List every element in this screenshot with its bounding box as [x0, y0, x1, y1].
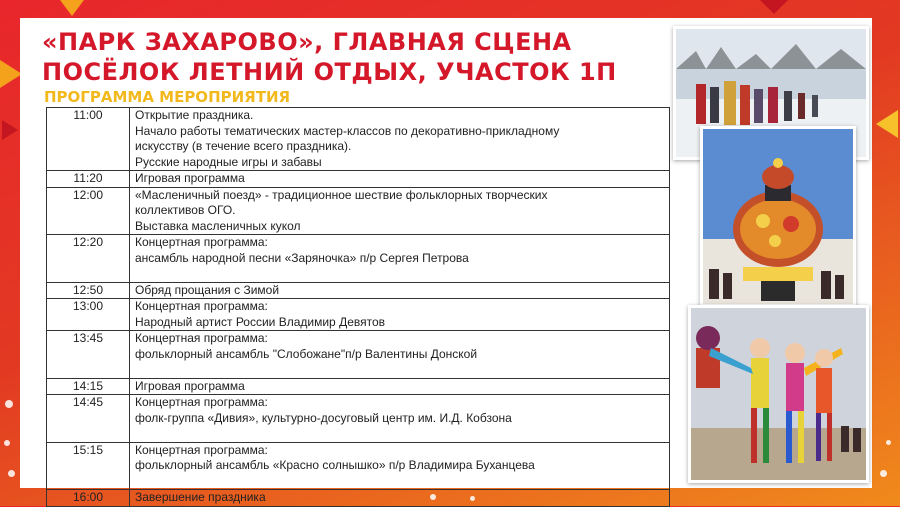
schedule-row — [47, 490, 670, 507]
schedule-row — [47, 187, 670, 235]
decor-triangle — [60, 0, 84, 16]
schedule-event-line: Открытие праздника. — [135, 108, 254, 122]
content-card — [20, 18, 872, 504]
schedule-event-line: ансамбль народной песни «Заряночка» п/р Сергея Петрова — [135, 250, 469, 265]
schedule-event-line: «Масленичный поезд» - традиционное шествие фольклорных творческих — [135, 187, 548, 202]
carnival-puppets-image — [691, 308, 866, 480]
schedule-time: 12:00 — [47, 187, 130, 235]
samovar-image — [703, 129, 853, 304]
schedule-time: 13:45 — [47, 331, 130, 379]
schedule-time: 11:20 — [47, 171, 130, 188]
schedule-time: 16:00 — [47, 490, 130, 507]
schedule-row — [47, 442, 670, 490]
schedule-row — [47, 395, 670, 443]
schedule-event-line: коллективов ОГО. — [135, 203, 236, 217]
schedule-event — [130, 395, 670, 443]
schedule-event-line — [135, 362, 666, 378]
photo-samovar — [700, 126, 856, 307]
schedule-row — [47, 108, 670, 171]
schedule-row — [47, 282, 670, 299]
schedule-event — [130, 235, 670, 283]
schedule-row — [47, 331, 670, 379]
schedule-event-line: Завершение праздника — [135, 490, 266, 504]
schedule-event-line: Игровая программа — [135, 378, 245, 393]
schedule-event — [130, 442, 670, 490]
schedule-event — [130, 187, 670, 235]
schedule-event-line: Концертная программа: — [135, 331, 268, 345]
schedule-event — [130, 299, 670, 331]
schedule-row — [47, 235, 670, 283]
schedule-event-line: Начало работы тематических мастер-классов по декоративно-прикладному — [135, 123, 560, 138]
decor-dot — [5, 400, 13, 408]
decor-triangle — [0, 60, 22, 88]
decor-dot — [4, 440, 10, 446]
schedule-event-line — [135, 474, 666, 490]
schedule-time: 13:00 — [47, 299, 130, 331]
decor-dot — [886, 440, 891, 445]
schedule-time: 11:00 — [47, 108, 130, 171]
schedule-event-line: Народный артист России Владимир Девятов — [135, 314, 386, 329]
schedule-time: 14:45 — [47, 395, 130, 443]
decor-triangle — [760, 0, 788, 14]
page-title-line1: «ПАРК ЗАХАРОВО», ГЛАВНАЯ СЦЕНА — [42, 28, 572, 56]
schedule-event-line: Концертная программа: — [135, 299, 268, 313]
schedule-event-line: искусству (в течение всего праздника). — [135, 139, 352, 153]
decor-dot — [880, 470, 887, 477]
schedule-event-line: Концертная программа: — [135, 395, 268, 409]
schedule-time: 12:50 — [47, 282, 130, 299]
schedule-event — [130, 108, 670, 171]
schedule-event-line: Выставка масленичных кукол — [135, 218, 301, 233]
schedule-time: 12:20 — [47, 235, 130, 283]
decor-triangle — [876, 110, 898, 138]
schedule-time: 14:15 — [47, 378, 130, 395]
schedule-event-line: Русские народные игры и забавы — [135, 154, 322, 169]
schedule-event-line: фолк-группа «Дивия», культурно-досуговый центр им. И.Д. Кобзона — [135, 410, 512, 425]
page-title-line2: ПОСЁЛОК ЛЕТНИЙ ОТДЫХ, УЧАСТОК 1П — [42, 58, 617, 86]
schedule-event — [130, 378, 670, 395]
program-subtitle: ПРОГРАММА МЕРОПРИЯТИЯ — [44, 88, 291, 106]
schedule-event — [130, 282, 670, 299]
schedule-row — [47, 299, 670, 331]
schedule-event-line: Концертная программа: — [135, 235, 268, 249]
schedule-time: 15:15 — [47, 442, 130, 490]
decor-dot — [8, 470, 15, 477]
schedule-row — [47, 171, 670, 188]
schedule-table — [46, 107, 670, 507]
schedule-event — [130, 331, 670, 379]
schedule-event-line: Обряд прощания с Зимой — [135, 282, 280, 297]
schedule-event — [130, 490, 670, 507]
schedule-event-line — [135, 266, 666, 282]
schedule-event-line: Концертная программа: — [135, 442, 268, 457]
schedule-event-line: фольклорный ансамбль "Слобожане"п/р Валентины Донской — [135, 346, 478, 361]
schedule-event-line: Игровая программа — [135, 171, 245, 185]
schedule-row — [47, 378, 670, 395]
decor-triangle — [2, 120, 18, 140]
schedule-event-line: фольклорный ансамбль «Красно солнышко» п/р Владимира Буханцева — [135, 458, 535, 472]
schedule-event-line — [135, 426, 666, 442]
schedule-event — [130, 171, 670, 188]
photo-carnival-puppets — [688, 305, 869, 483]
